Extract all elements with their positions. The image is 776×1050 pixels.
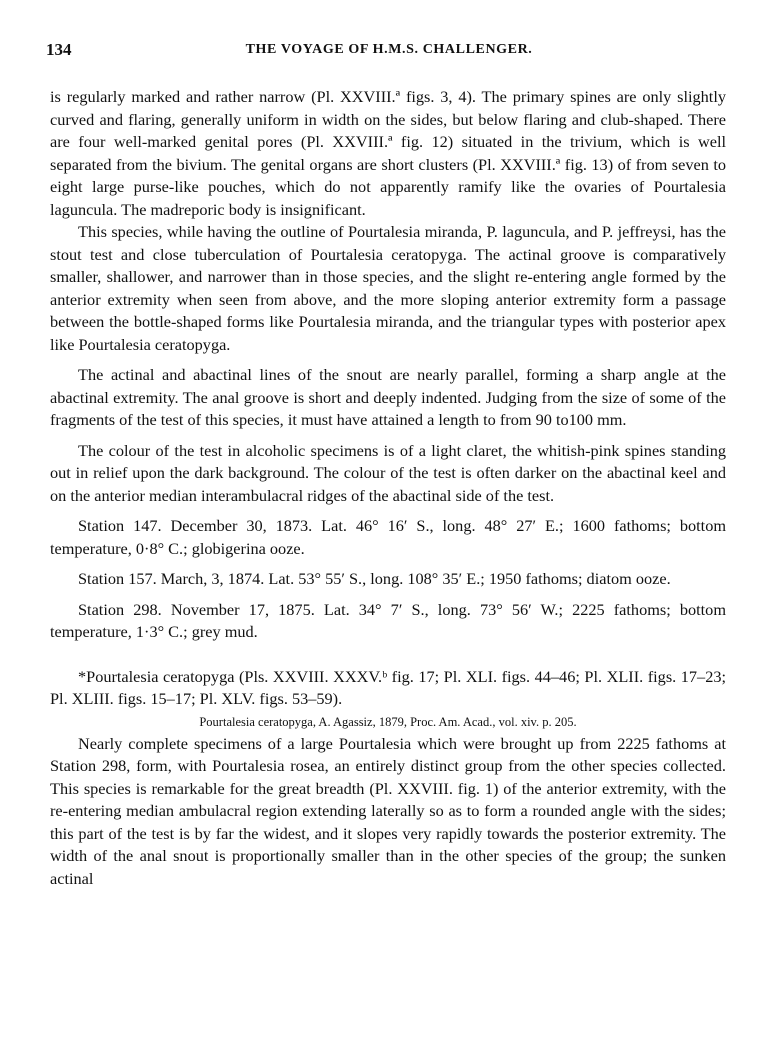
paragraph-ceratopyga: Nearly complete specimens of a large Pourtalesia which were brought up from 2225 fathoms at Station 298, form, with Pourtalesia rosea, an entirely distinct group from the other species collected. This species is remarkable for the great breadth (Pl. XXVIII. fig. 1) of the anterior extremity, with the re-entering median ambulacral region extending laterally so as to form a rounded angle with the sides; this part of the test is by far the widest, and it slopes very rapidly towards the posterior extremity. The width of the anal snout is proportionally smaller than in the other species of the group; the sunken actinal (50, 733, 726, 888)
station-147: Station 147. December 30, 1873. Lat. 46° 16′ S., long. 48° 27′ E.; 1600 fathoms; bottom temperature, 0·8° C.; globigerina ooze. (50, 516, 726, 558)
paragraph-description-continued: is regularly marked and rather narrow (Pl. XXVIII.ª figs. 3, 4). The primary spines are only slightly curved and flaring, generally uniform in width on the sides, but below flaring and club-shaped. There are four well-marked genital pores (Pl. XXVIII.ª fig. 12) situated in the trivium, which is well separated from the bivium. The genital organs are short clusters (Pl. XXVIII.ª fig. 13) of from seven to eight large purse-like pouches, which do not apparently ramify like the ovaries of Pourtalesia laguncula. The madreporic body is insignificant. (50, 87, 726, 219)
paragraph-colour: The colour of the test in alcoholic specimens is of a light claret, the whitish-pink spines standing out in relief upon the dark background. The colour of the test is often darker on the abactinal keel and on the anterior median interambulacral ridges of the abactinal side of the test. (50, 440, 726, 505)
species-citation: Pourtalesia ceratopyga, A. Agassiz, 1879, Proc. Am. Acad., vol. xiv. p. 205. (199, 714, 577, 729)
station-298: Station 298. November 17, 1875. Lat. 34° 7′ S., long. 73° 56′ W.; 2225 fathoms; bottom temperature, 1·3° C.; grey mud. (50, 599, 726, 641)
species-heading: *Pourtalesia ceratopyga (Pls. XXVIII. XXXV.ᵇ fig. 17; Pl. XLI. figs. 44–46; Pl. XLII. figs. 17–23; Pl. XLIII. figs. 15–17; Pl. XLV. figs. 53–59). (50, 666, 726, 708)
page-number: 134 (46, 40, 72, 59)
page-header (46, 40, 732, 64)
running-title: THE VOYAGE OF H.M.S. CHALLENGER. (245, 42, 533, 57)
paragraph-snout: The actinal and abactinal lines of the snout are nearly parallel, forming a sharp angle at the abactinal extremity. The anal groove is short and deeply indented. Judging from the size of some of the fragments of the test of this species, it must have attained a length to from 90 to100 mm. (50, 365, 726, 429)
page-body (50, 86, 726, 890)
station-157: Station 157. March, 3, 1874. Lat. 53° 55′ S., long. 108° 35′ E.; 1950 fathoms; diatom ooze. (78, 569, 671, 588)
paragraph-comparison: This species, while having the outline of Pourtalesia miranda, P. laguncula, and P. jeffreysi, has the stout test and close tuberculation of Pourtalesia ceratopyga. The actinal groove is comparatively smaller, shallower, and narrower than in those species, and the slight re-entering angle formed by the anterior extremity when seen from above, and the more sloping anterior extremity form a passage between the bottle-shaped forms like Pourtalesia miranda, and the triangular types with posterior apex like Pourtalesia ceratopyga. (50, 222, 726, 354)
